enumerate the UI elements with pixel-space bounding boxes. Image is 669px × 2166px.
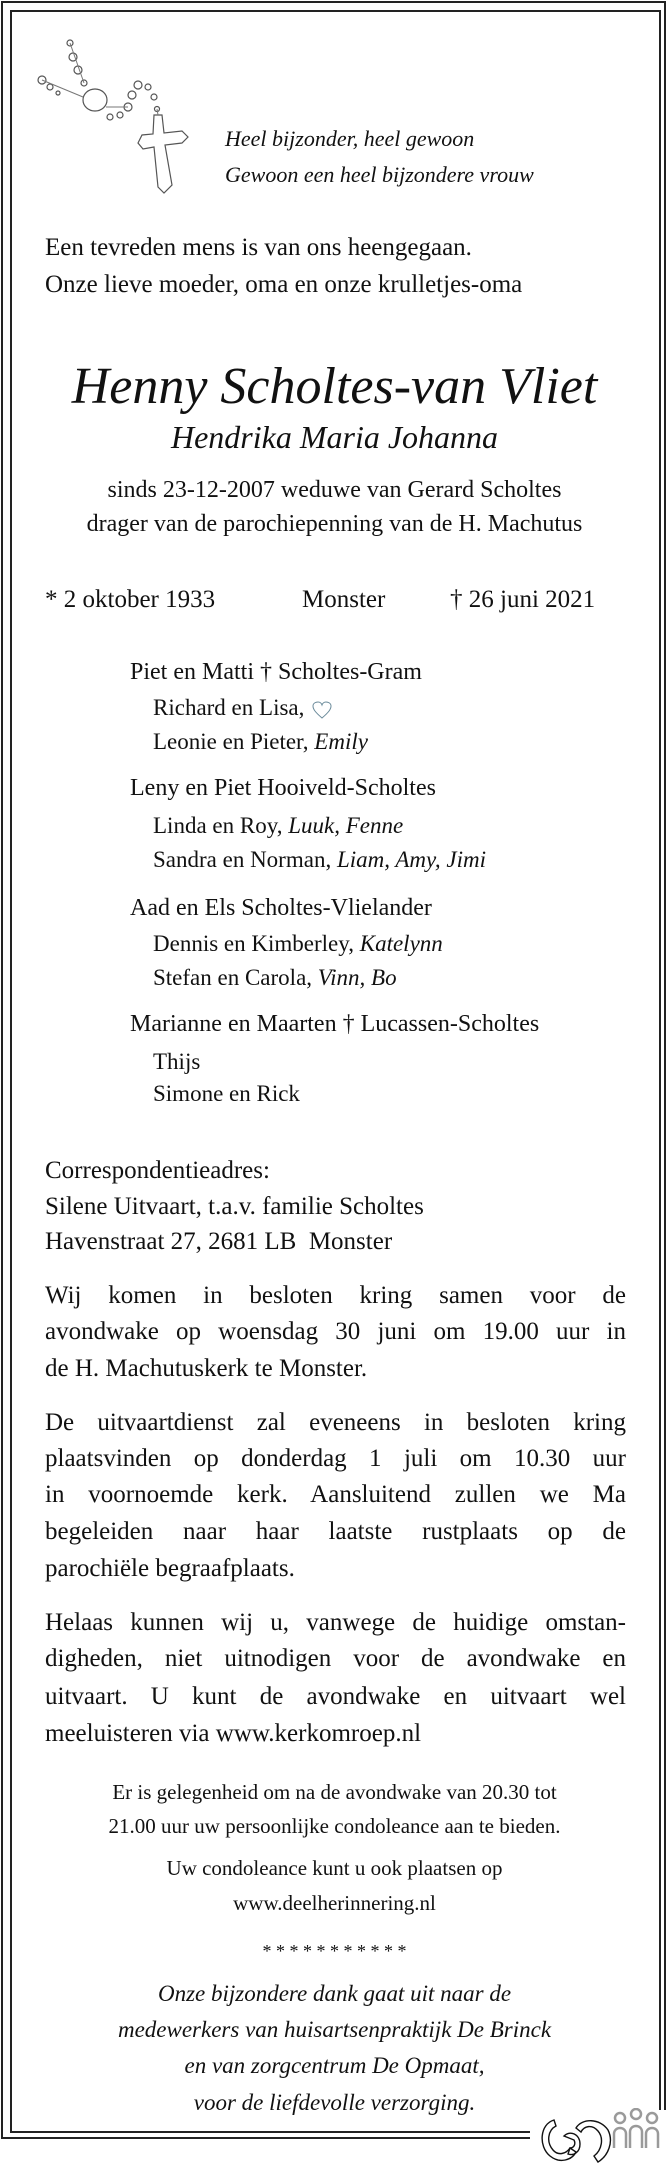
thanks-line: voor de liefdevolle verzorging.: [193, 2090, 476, 2115]
grandchild-line: Thijs: [153, 1049, 201, 1074]
funeral-line: plaatsvinden op donderdag 1 juli om 10.30 uur: [45, 1445, 626, 1472]
detail-line: sinds 23-12-2007 weduwe van Gerard Scholtes: [107, 477, 562, 503]
given-names: Hendrika Maria Johanna: [170, 419, 499, 455]
online-condolence-line: Uw condoleance kunt u ook plaatsen op: [166, 1856, 503, 1880]
vigil-line: Wij komen in besloten kring samen voor de: [45, 1282, 626, 1309]
great-grandchildren: Katelynn: [359, 931, 443, 956]
thanks-line: medewerkers van huisartsenpraktijk De Brinck: [117, 2017, 552, 2042]
grandchild-line: Simone en Rick: [153, 1081, 300, 1106]
family-name: Leny en Piet Hooiveld-Scholtes: [130, 775, 436, 801]
family-name: Aad en Els Scholtes-Vlielander: [130, 895, 432, 921]
condolence-line: 21.00 uur uw persoonlijke condoleance aan te bieden.: [108, 1814, 561, 1838]
grandchild-line: Leonie en Pieter, Emily: [153, 729, 368, 754]
notice-line: Helaas kunnen wij u, vanwege de huidige omstan-: [45, 1609, 626, 1636]
notice-line: digheden, niet uitnodigen voor de avondwake en: [45, 1645, 626, 1672]
vigil-line: de H. Machutuskerk te Monster.: [45, 1355, 368, 1382]
rings-logo-icon: [536, 2116, 614, 2166]
online-condolence-link[interactable]: www.deelherinnering.nl: [233, 1891, 436, 1915]
intro-line: Onze lieve moeder, oma en onze krulletjes-oma: [45, 271, 523, 298]
grandchild-names: Richard en Lisa,: [153, 695, 305, 720]
funeral-line: parochiële begraafplaats.: [45, 1555, 295, 1582]
grandchild-line: Sandra en Norman, Liam, Amy, Jimi: [153, 847, 487, 872]
thanks-line: Onze bijzondere dank gaat uit naar de: [157, 1981, 512, 2006]
birth-date: * 2 oktober 1933: [45, 586, 216, 613]
funeral-line: De uitvaartdienst zal eveneens in besloten kring: [45, 1409, 626, 1436]
family-name: Marianne en Maarten † Lucassen-Scholtes: [130, 1011, 540, 1037]
funeral-line: in voornoemde kerk. Aansluitend zullen we Ma: [45, 1481, 626, 1508]
family-name: Piet en Matti † Scholtes-Gram: [130, 659, 422, 685]
heart-icon: [312, 701, 332, 719]
notice-line: meeluisteren via www.kerkomroep.nl: [45, 1720, 422, 1747]
great-grandchildren: Luuk, Fenne: [288, 813, 404, 838]
motto-line: Heel bijzonder, heel gewoon: [225, 126, 475, 151]
intro-line: Een tevreden mens is van ons heengegaan.: [45, 234, 472, 261]
great-grandchildren: Vinn, Bo: [317, 965, 397, 990]
grandchild-line: Linda en Roy, Luuk, Fenne: [153, 813, 404, 838]
notice-line: uitvaart. U kunt de avondwake en uitvaart wel: [45, 1683, 626, 1710]
vigil-line: avondwake op woensdag 30 juni om 19.00 uur in: [45, 1318, 626, 1345]
grandchild-line: Dennis en Kimberley, Katelynn: [153, 931, 443, 956]
death-date: † 26 juni 2021: [450, 586, 596, 613]
condolence-line: Er is gelegenheid om na de avondwake van 20.30 tot: [112, 1780, 557, 1804]
detail-line: drager van de parochiepenning van de H. Machutus: [86, 511, 583, 537]
thanks-line: en van zorgcentrum De Opmaat,: [184, 2053, 485, 2078]
great-grandchildren: Liam, Amy, Jimi: [336, 847, 487, 872]
separator: * * * * * * * * * * *: [262, 1941, 407, 1961]
people-logo-icon: [612, 2108, 660, 2150]
place: Monster: [302, 586, 386, 613]
address-line: Correspondentieadres:: [45, 1157, 270, 1184]
rosary-icon: [30, 35, 200, 200]
grandchild-line: Stefan en Carola, Vinn, Bo: [153, 965, 397, 990]
deceased-name: Henny Scholtes-van Vliet: [71, 358, 598, 415]
motto-line: Gewoon een heel bijzondere vrouw: [225, 162, 534, 187]
address-line: Havenstraat 27, 2681 LB Monster: [45, 1228, 393, 1255]
grandchild-line: [153, 696, 332, 719]
funeral-line: begeleiden naar haar laatste rustplaats op de: [45, 1518, 626, 1545]
great-grandchildren: Emily: [314, 729, 368, 754]
address-line: Silene Uitvaart, t.a.v. familie Scholtes: [45, 1193, 424, 1220]
